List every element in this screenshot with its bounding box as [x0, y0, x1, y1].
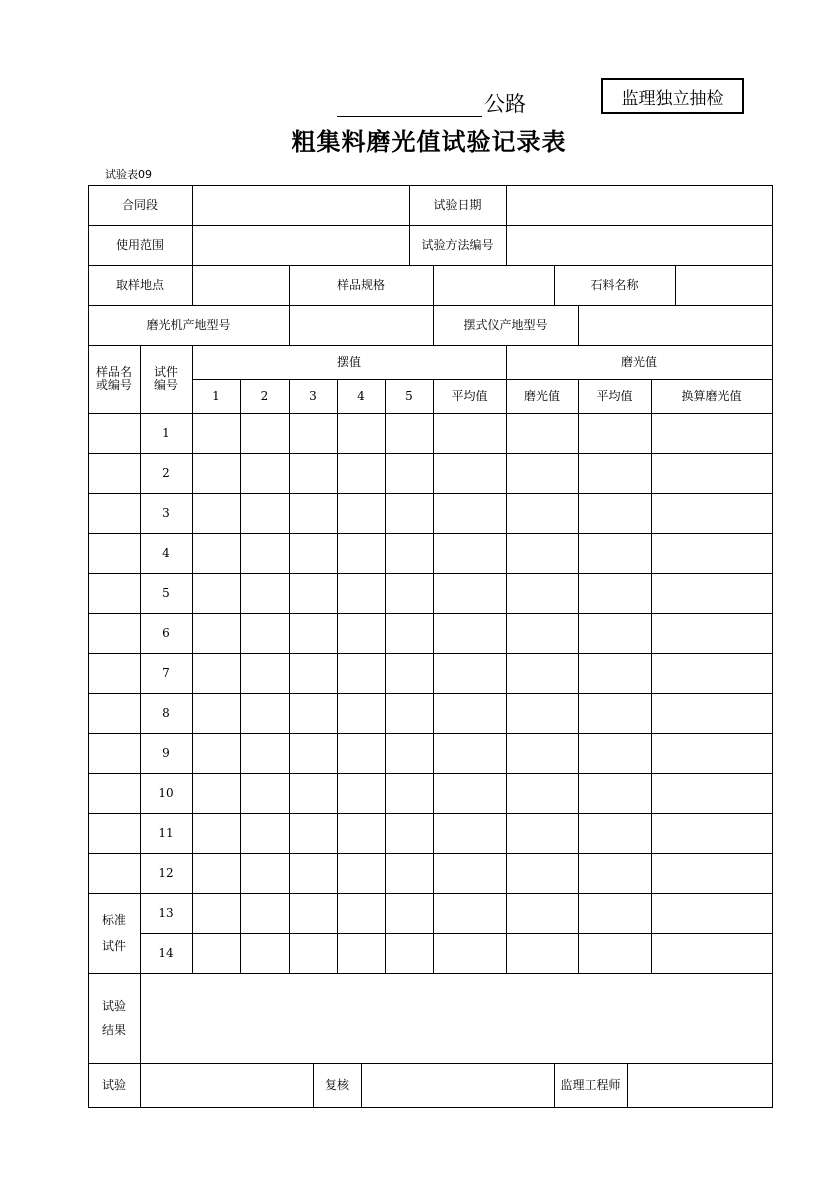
value-cell[interactable] — [192, 813, 241, 854]
sample-name-cell[interactable] — [88, 773, 141, 814]
label-tester: 试验 — [88, 1063, 141, 1108]
value-cell[interactable] — [433, 453, 507, 494]
value-cell[interactable] — [385, 533, 434, 574]
value-cell[interactable] — [506, 413, 579, 454]
label-pendulum-model: 摆式仪产地型号 — [433, 305, 579, 346]
value-cell[interactable] — [289, 813, 338, 854]
value-cell[interactable] — [433, 693, 507, 734]
value-cell[interactable] — [192, 493, 241, 534]
supervisor-field[interactable] — [627, 1063, 773, 1108]
value-cell[interactable] — [433, 893, 507, 934]
value-cell[interactable] — [578, 613, 652, 654]
road-name-blank[interactable] — [337, 116, 482, 117]
value-cell[interactable] — [578, 413, 652, 454]
value-cell[interactable] — [240, 613, 290, 654]
value-cell[interactable] — [506, 453, 579, 494]
contract-section-field[interactable] — [192, 185, 410, 226]
value-cell[interactable] — [433, 733, 507, 774]
value-cell[interactable] — [578, 853, 652, 894]
sample-name-cell[interactable] — [88, 653, 141, 694]
value-cell[interactable] — [385, 933, 434, 974]
value-cell[interactable] — [337, 933, 386, 974]
label-supervisor: 监理工程师 — [554, 1063, 628, 1108]
header-col-5: 5 — [385, 379, 434, 414]
sample-name-cell[interactable] — [88, 573, 141, 614]
value-cell[interactable] — [506, 533, 579, 574]
value-cell[interactable] — [240, 853, 290, 894]
value-cell[interactable] — [433, 573, 507, 614]
specimen-no-cell: 9 — [140, 733, 193, 774]
header-specimen-no — [140, 345, 193, 414]
value-cell[interactable] — [240, 413, 290, 454]
label-polisher-model: 磨光机产地型号 — [88, 305, 290, 346]
value-cell[interactable] — [385, 653, 434, 694]
value-cell[interactable] — [651, 813, 773, 854]
value-cell[interactable] — [240, 773, 290, 814]
value-cell[interactable] — [433, 613, 507, 654]
value-cell[interactable] — [651, 933, 773, 974]
specimen-no-cell: 2 — [140, 453, 193, 494]
results-label — [88, 973, 141, 1064]
value-cell[interactable] — [289, 933, 338, 974]
value-cell[interactable] — [337, 413, 386, 454]
value-cell[interactable] — [192, 573, 241, 614]
value-cell[interactable] — [289, 533, 338, 574]
sample-name-cell[interactable] — [88, 413, 141, 454]
value-cell[interactable] — [385, 413, 434, 454]
value-cell[interactable] — [240, 453, 290, 494]
label-sample-spec: 样品规格 — [289, 265, 434, 306]
header-sample-name-line: 样品名 — [95, 365, 132, 379]
stone-name-field[interactable] — [675, 265, 773, 306]
sampling-location-field[interactable] — [192, 265, 290, 306]
value-cell[interactable] — [385, 493, 434, 534]
value-cell[interactable] — [289, 413, 338, 454]
value-cell[interactable] — [289, 893, 338, 934]
header-col-6: 平均值 — [433, 379, 507, 414]
specimen-no-cell: 10 — [140, 773, 193, 814]
value-cell[interactable] — [651, 693, 773, 734]
header-col-2: 2 — [240, 379, 290, 414]
value-cell[interactable] — [192, 693, 241, 734]
header-sample-name — [88, 345, 141, 414]
value-cell[interactable] — [433, 493, 507, 534]
value-cell[interactable] — [578, 493, 652, 534]
header-col-4: 4 — [337, 379, 386, 414]
road-suffix: 公路 — [484, 92, 526, 116]
value-cell[interactable] — [433, 933, 507, 974]
value-cell[interactable] — [385, 893, 434, 934]
sample-name-cell[interactable] — [88, 453, 141, 494]
value-cell[interactable] — [289, 773, 338, 814]
value-cell[interactable] — [240, 813, 290, 854]
sample-spec-field[interactable] — [433, 265, 555, 306]
value-cell[interactable] — [385, 573, 434, 614]
value-cell[interactable] — [433, 533, 507, 574]
value-cell[interactable] — [385, 733, 434, 774]
value-cell[interactable] — [337, 613, 386, 654]
header-col-9: 换算磨光值 — [651, 379, 773, 414]
value-cell[interactable] — [240, 573, 290, 614]
value-cell[interactable] — [337, 693, 386, 734]
label-contract-section: 合同段 — [88, 185, 193, 226]
value-cell[interactable] — [240, 893, 290, 934]
value-cell[interactable] — [578, 693, 652, 734]
header-col-1: 1 — [192, 379, 241, 414]
header-col-7: 磨光值 — [506, 379, 579, 414]
value-cell[interactable] — [578, 813, 652, 854]
value-cell[interactable] — [433, 853, 507, 894]
value-cell[interactable] — [433, 653, 507, 694]
value-cell[interactable] — [506, 893, 579, 934]
standard-specimen-label — [88, 893, 141, 974]
header-specimen-no-line: 编号 — [153, 378, 178, 392]
specimen-no-cell: 7 — [140, 653, 193, 694]
value-cell[interactable] — [192, 453, 241, 494]
value-cell[interactable] — [192, 773, 241, 814]
value-cell[interactable] — [192, 613, 241, 654]
value-cell[interactable] — [337, 573, 386, 614]
sample-name-cell[interactable] — [88, 493, 141, 534]
value-cell[interactable] — [289, 733, 338, 774]
header-specimen-no-line: 试件 — [153, 365, 178, 379]
results-label-line: 结果 — [101, 1023, 126, 1037]
specimen-no-cell: 5 — [140, 573, 193, 614]
header-col-3: 3 — [289, 379, 338, 414]
record-table — [88, 185, 772, 1107]
sample-name-cell[interactable] — [88, 613, 141, 654]
value-cell[interactable] — [506, 493, 579, 534]
value-cell[interactable] — [289, 493, 338, 534]
reviewer-field[interactable] — [361, 1063, 555, 1108]
specimen-no-cell: 1 — [140, 413, 193, 454]
value-cell[interactable] — [240, 733, 290, 774]
specimen-no-cell: 14 — [140, 933, 193, 974]
value-cell[interactable] — [578, 733, 652, 774]
value-cell[interactable] — [506, 813, 579, 854]
value-cell[interactable] — [651, 773, 773, 814]
value-cell[interactable] — [289, 853, 338, 894]
results-label-line: 试验 — [101, 999, 126, 1013]
value-cell[interactable] — [651, 573, 773, 614]
sample-name-cell[interactable] — [88, 733, 141, 774]
results-field[interactable] — [140, 973, 773, 1064]
value-cell[interactable] — [651, 733, 773, 774]
pendulum-model-field[interactable] — [578, 305, 773, 346]
value-cell[interactable] — [385, 853, 434, 894]
value-cell[interactable] — [578, 773, 652, 814]
polisher-model-field[interactable] — [289, 305, 434, 346]
value-cell[interactable] — [337, 653, 386, 694]
value-cell[interactable] — [385, 613, 434, 654]
header-sample-name-line: 或编号 — [95, 378, 132, 392]
value-cell[interactable] — [506, 613, 579, 654]
standard-specimen-label-line: 标准 — [101, 913, 126, 927]
value-cell[interactable] — [506, 653, 579, 694]
value-cell[interactable] — [578, 533, 652, 574]
specimen-no-cell: 3 — [140, 493, 193, 534]
value-cell[interactable] — [192, 733, 241, 774]
specimen-no-cell: 6 — [140, 613, 193, 654]
value-cell[interactable] — [506, 933, 579, 974]
standard-specimen-label-line: 试件 — [101, 939, 126, 953]
tester-field[interactable] — [140, 1063, 314, 1108]
label-stone-name: 石料名称 — [554, 265, 676, 306]
value-cell[interactable] — [289, 653, 338, 694]
value-cell[interactable] — [385, 693, 434, 734]
value-cell[interactable] — [506, 693, 579, 734]
value-cell[interactable] — [651, 613, 773, 654]
value-cell[interactable] — [506, 773, 579, 814]
value-cell[interactable] — [337, 493, 386, 534]
value-cell[interactable] — [433, 413, 507, 454]
value-cell[interactable] — [651, 413, 773, 454]
label-usage-scope: 使用范围 — [88, 225, 193, 266]
test-date-field[interactable] — [506, 185, 773, 226]
value-cell[interactable] — [651, 533, 773, 574]
value-cell[interactable] — [240, 493, 290, 534]
sample-name-cell[interactable] — [88, 693, 141, 734]
value-cell[interactable] — [337, 893, 386, 934]
label-sampling-location: 取样地点 — [88, 265, 193, 306]
value-cell[interactable] — [192, 413, 241, 454]
value-cell[interactable] — [240, 933, 290, 974]
value-cell[interactable] — [337, 733, 386, 774]
value-cell[interactable] — [337, 813, 386, 854]
specimen-no-cell: 12 — [140, 853, 193, 894]
specimen-no-cell: 11 — [140, 813, 193, 854]
value-cell[interactable] — [578, 653, 652, 694]
value-cell[interactable] — [240, 653, 290, 694]
value-cell[interactable] — [192, 893, 241, 934]
value-cell[interactable] — [578, 893, 652, 934]
value-cell[interactable] — [578, 453, 652, 494]
value-cell[interactable] — [192, 853, 241, 894]
value-cell[interactable] — [337, 773, 386, 814]
value-cell[interactable] — [578, 573, 652, 614]
value-cell[interactable] — [651, 893, 773, 934]
value-cell[interactable] — [578, 933, 652, 974]
stamp-box — [601, 78, 744, 114]
value-cell[interactable] — [506, 733, 579, 774]
page-title: 粗集料磨光值试验记录表 — [291, 128, 567, 156]
value-cell[interactable] — [651, 493, 773, 534]
label-test-date: 试验日期 — [409, 185, 507, 226]
label-test-method-no: 试验方法编号 — [409, 225, 507, 266]
value-cell[interactable] — [651, 453, 773, 494]
value-cell[interactable] — [337, 853, 386, 894]
header-pendulum-value: 摆值 — [192, 345, 507, 380]
value-cell[interactable] — [289, 453, 338, 494]
usage-scope-field[interactable] — [192, 225, 410, 266]
header-col-8: 平均值 — [578, 379, 652, 414]
value-cell[interactable] — [385, 453, 434, 494]
value-cell[interactable] — [192, 533, 241, 574]
value-cell[interactable] — [240, 693, 290, 734]
value-cell[interactable] — [385, 773, 434, 814]
sample-name-cell[interactable] — [88, 853, 141, 894]
header-polish-value: 磨光值 — [506, 345, 773, 380]
value-cell[interactable] — [192, 933, 241, 974]
value-cell[interactable] — [289, 613, 338, 654]
value-cell[interactable] — [385, 813, 434, 854]
test-method-no-field[interactable] — [506, 225, 773, 266]
value-cell[interactable] — [289, 693, 338, 734]
specimen-no-cell: 8 — [140, 693, 193, 734]
specimen-no-cell: 4 — [140, 533, 193, 574]
stamp-text: 监理独立抽检 — [621, 88, 724, 109]
value-cell[interactable] — [337, 453, 386, 494]
specimen-no-cell: 13 — [140, 893, 193, 934]
sample-name-cell[interactable] — [88, 533, 141, 574]
label-reviewer: 复核 — [313, 1063, 362, 1108]
value-cell[interactable] — [506, 853, 579, 894]
value-cell[interactable] — [433, 773, 507, 814]
value-cell[interactable] — [337, 533, 386, 574]
form-number: 试验表09 — [105, 168, 152, 181]
value-cell[interactable] — [651, 653, 773, 694]
value-cell[interactable] — [433, 813, 507, 854]
value-cell[interactable] — [240, 533, 290, 574]
sample-name-cell[interactable] — [88, 813, 141, 854]
value-cell[interactable] — [192, 653, 241, 694]
value-cell[interactable] — [506, 573, 579, 614]
value-cell[interactable] — [651, 853, 773, 894]
value-cell[interactable] — [289, 573, 338, 614]
